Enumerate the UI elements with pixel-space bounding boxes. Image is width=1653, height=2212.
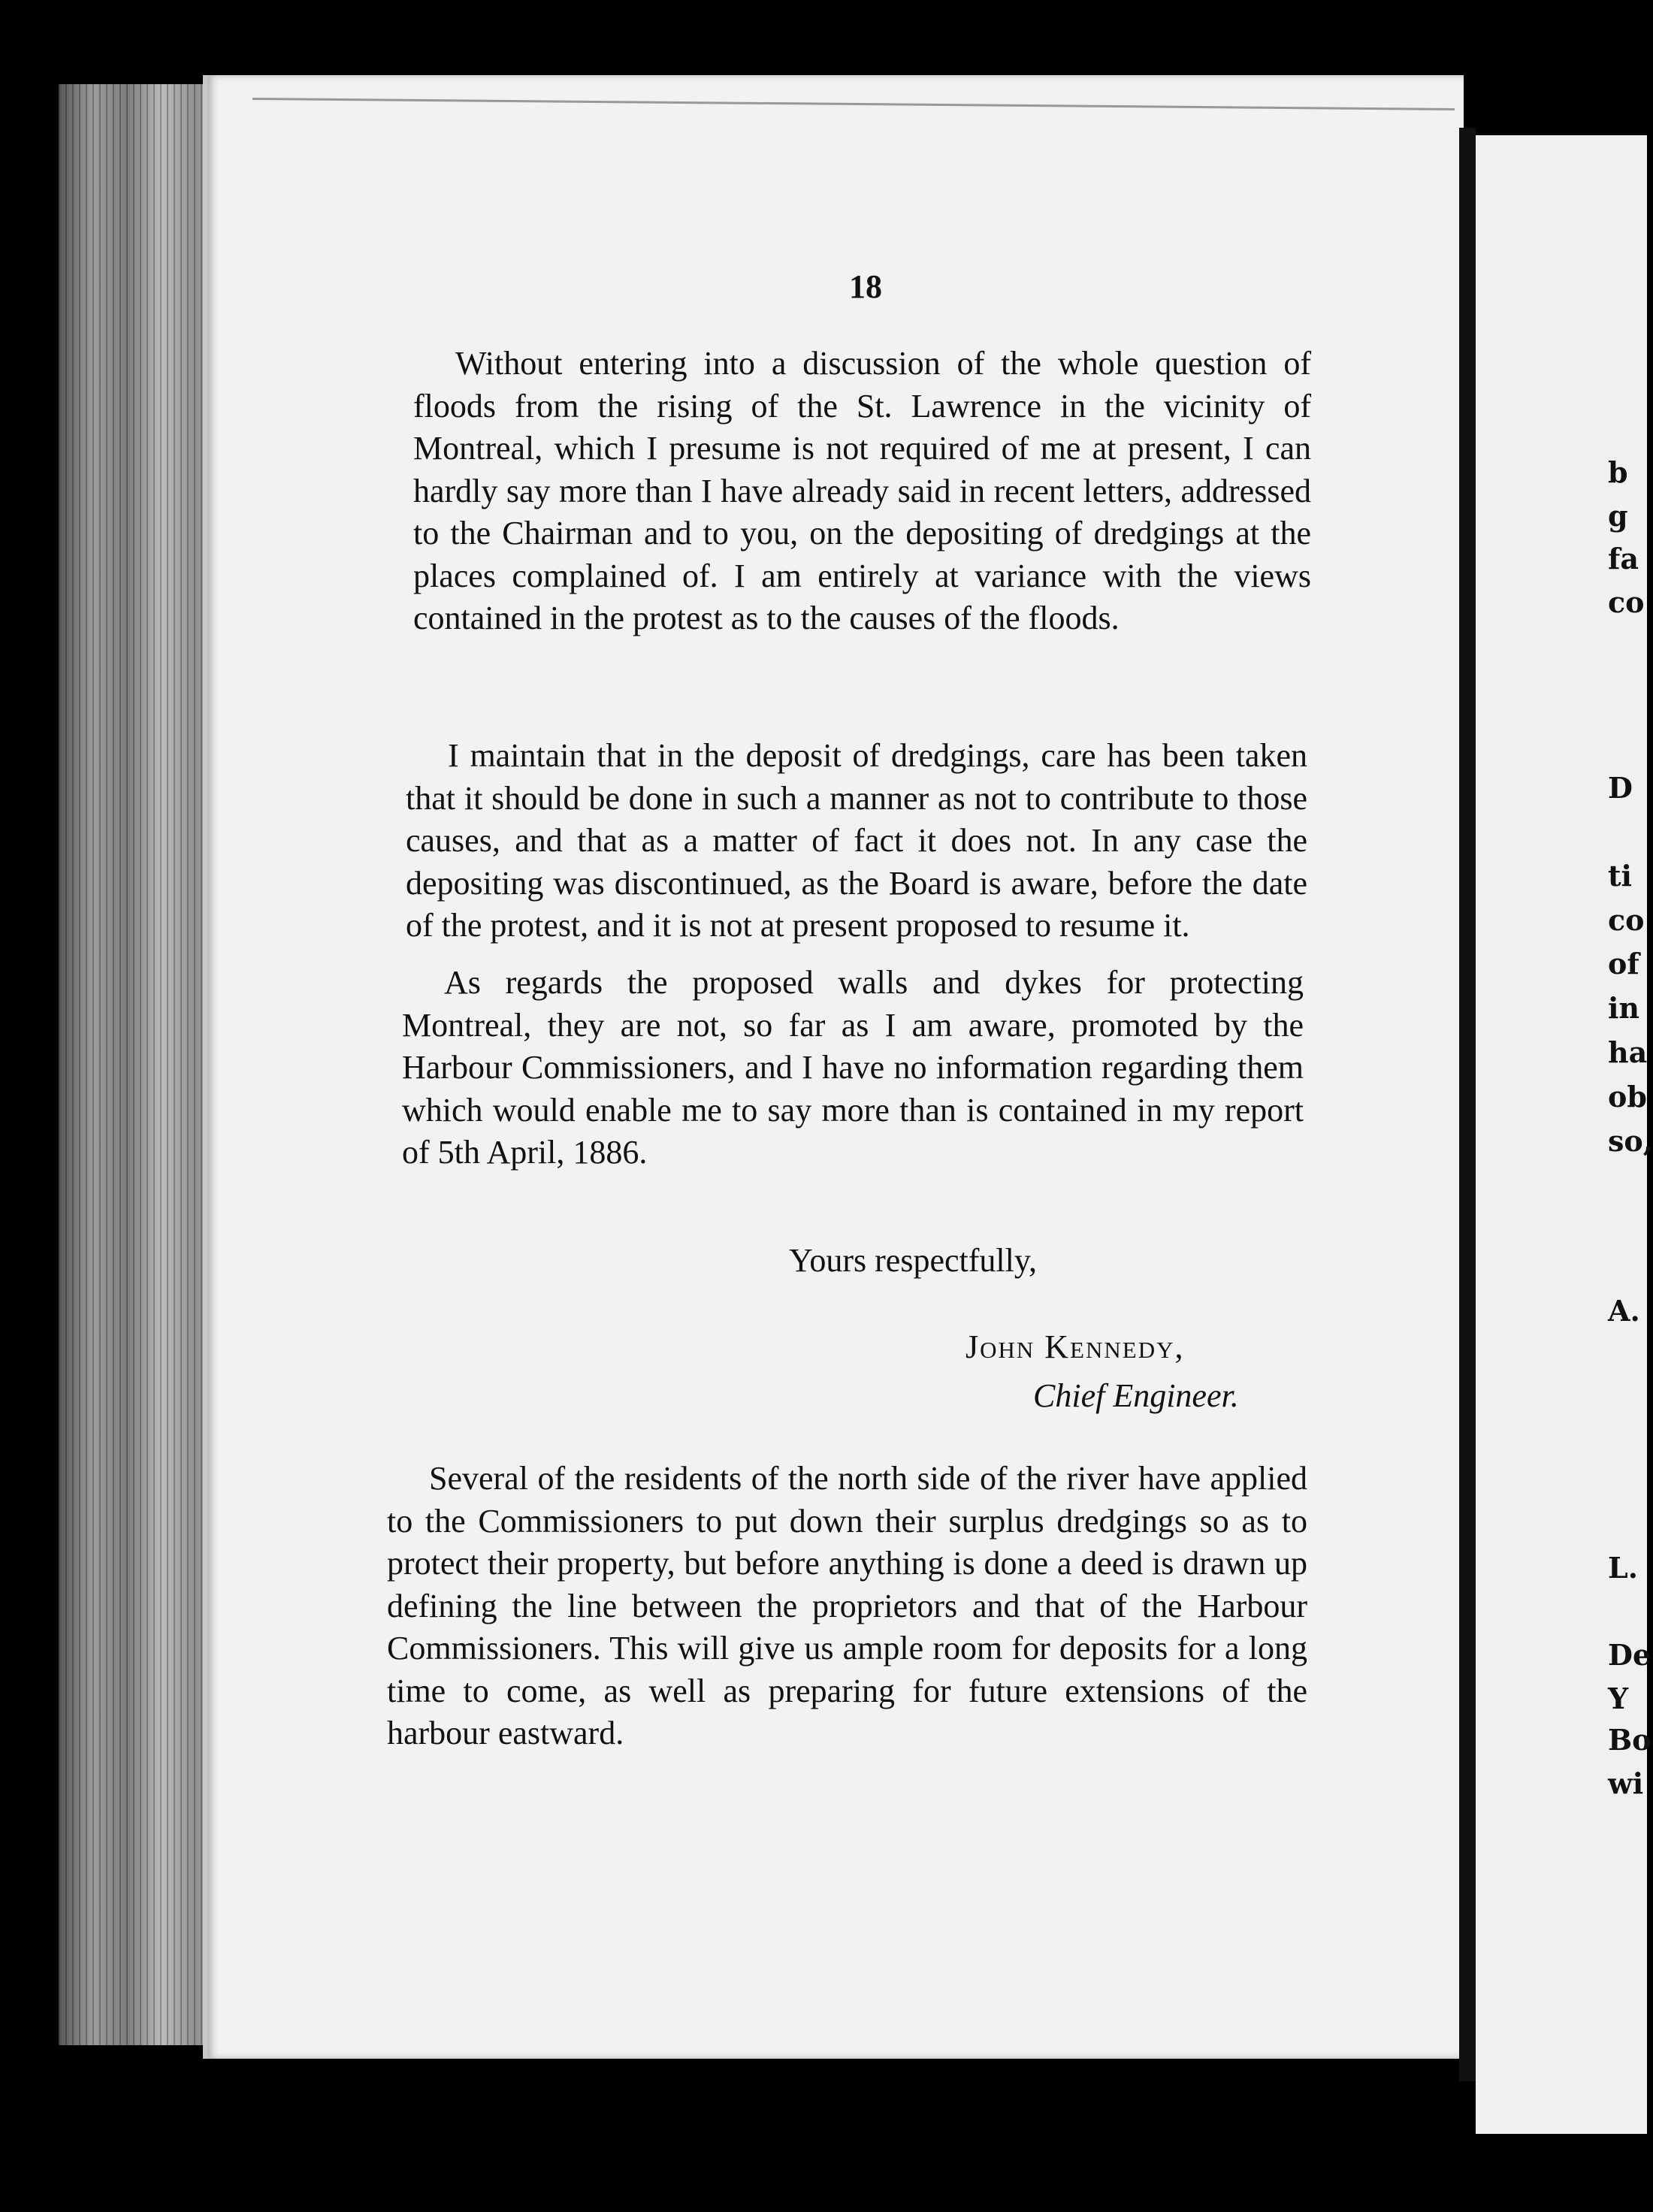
- right-page-text-fragments: [1608, 0, 1653, 2212]
- fragment: L.: [1608, 1551, 1638, 1585]
- fragment: co: [1608, 903, 1645, 937]
- fragment: b: [1608, 455, 1628, 489]
- fragment: ti: [1608, 859, 1632, 893]
- fragment: so,: [1608, 1124, 1653, 1158]
- fragment: A.: [1608, 1294, 1640, 1328]
- fragment: g: [1608, 499, 1628, 533]
- fragment: of: [1608, 947, 1639, 981]
- fragment: Bo: [1608, 1723, 1651, 1757]
- fragment: co: [1608, 585, 1645, 619]
- letter-closing: Yours respectfully,: [789, 1242, 1037, 1279]
- paragraph: Without entering into a discussion of the whole question of floods from the rising of the St. Lawrence in the vicinity of Montreal, which I presume is not required of me at present, I can hardly say more than I have already said in recent letters, addressed to the Chairman and to you, on the depositing of dredgings at the places complained of. I am entirely at variance with the views contained in the protest as to the causes of the floods.: [413, 345, 1311, 636]
- book-spine: [1459, 128, 1476, 2081]
- signature-name: John Kennedy,: [966, 1328, 1185, 1365]
- fragment: fa: [1608, 542, 1639, 576]
- fragment: ha: [1608, 1035, 1648, 1069]
- paragraph: As regards the proposed walls and dykes for protecting Montreal, they are not, so far as I am aware, promoted by the Harbour Commissioners, and I have no information regarding them which would enable me to say more than is contained in my report of 5th April, 1886.: [402, 964, 1304, 1171]
- signature-title: Chief Engineer.: [1033, 1377, 1239, 1414]
- page-number: 18: [849, 268, 882, 305]
- page-top-rule: [252, 98, 1455, 110]
- fragment: ob: [1608, 1080, 1647, 1114]
- fragment: in: [1608, 991, 1640, 1025]
- fragment: wi: [1608, 1766, 1644, 1800]
- fragment: Y: [1608, 1682, 1629, 1715]
- paragraph: I maintain that in the deposit of dredgings, care has been taken that it should be done in such a manner as not to contribute to those causes, and that as a matter of fact it does not. In any case the depositing was discontinued, as the Board is aware, before the date of the protest, and it is not at present proposed to resume it.: [406, 737, 1307, 944]
- fragment: D: [1608, 771, 1633, 805]
- paragraph: Several of the residents of the north side of the river have applied to the Commissioners to put down their surplus dredgings so as to protect their property, but before anything is done a deed is drawn up defining the line between the proprietors and that of the Harbour Commissioners. This will give us ample room for deposits for a long time to come, as well as preparing for future extensions of the harbour eastward.: [387, 1460, 1307, 1751]
- fragment: De: [1608, 1638, 1651, 1672]
